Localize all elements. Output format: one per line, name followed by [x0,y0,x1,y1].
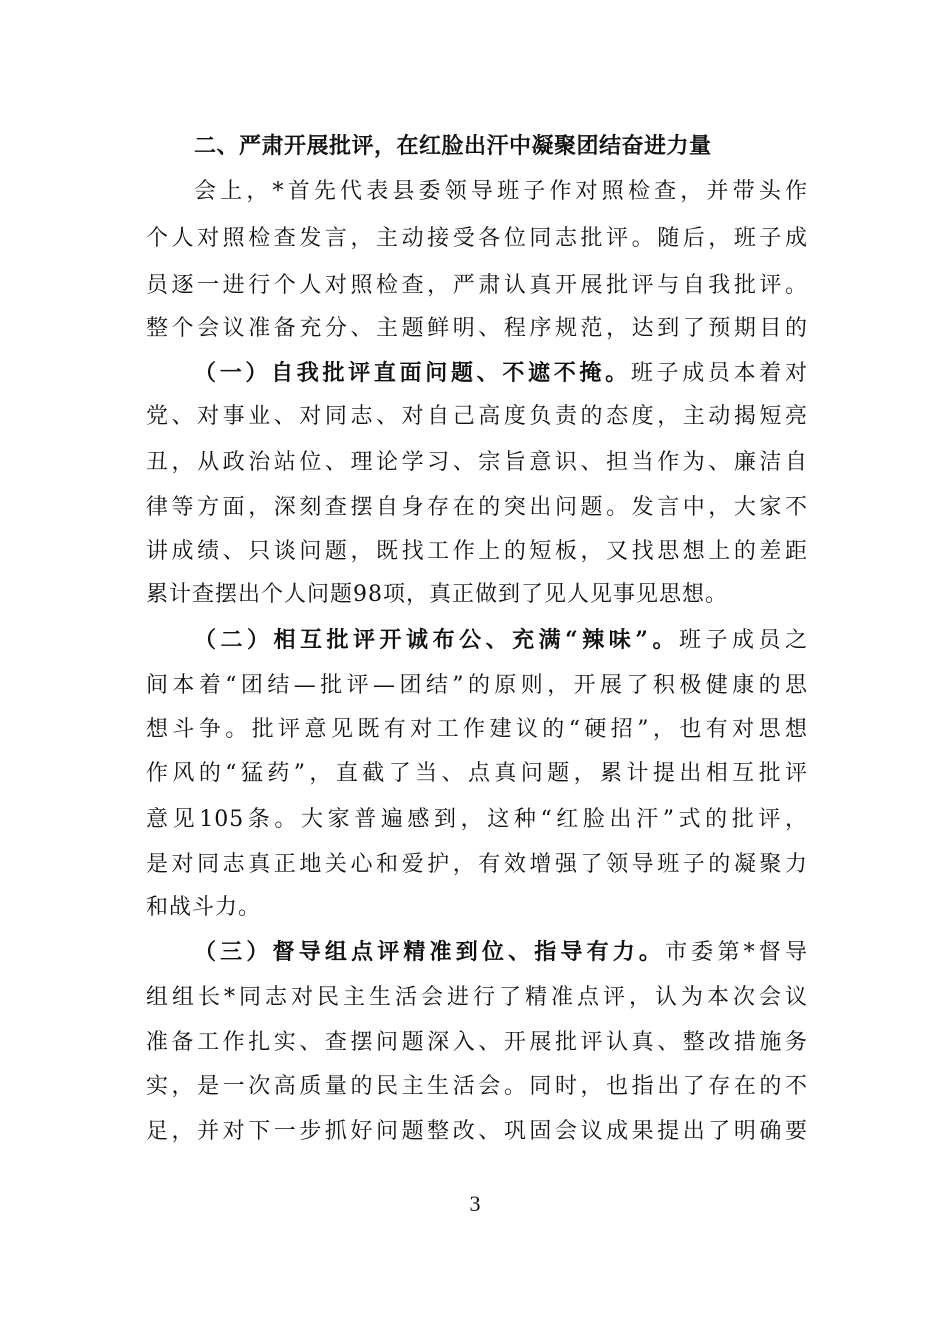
paragraph-3-line-1 [194,626,808,654]
paragraph-4-first-line-rest: 市委第*督导 [665,940,808,965]
paragraph-4-line-3: 准备工作扎实、查摆问题深入、开展批评认真、整改措施务 [146,1030,808,1055]
paragraph-2-line-3: 丑，从政治站位、理论学习、宗旨意识、担当作为、廉洁自 [146,450,808,475]
paragraph-3-line-7: 和战斗力。 [146,895,262,920]
paragraph-1-line-1: 会上，*首先代表县委领导班子作对照检查，并带头作 [194,179,808,204]
paragraph-2-line-5: 讲成绩、只谈问题，既找工作上的短板，又找思想上的差距 [146,539,808,564]
paragraph-3-line-5: 意见105条。大家普遍感到，这种“红脸出汗”式的批评， [146,807,808,832]
paragraph-1-line-3: 员逐一进行个人对照检查，严肃认真开展批评与自我批评。 [146,273,808,298]
paragraph-2-line-1 [194,359,808,387]
paragraph-4-line-1 [194,938,808,966]
paragraph-3-first-line-rest: 班子成员之 [678,628,808,653]
paragraph-1-line-4: 整个会议准备充分、主题鲜明、程序规范，达到了预期目的 [146,316,808,341]
paragraph-3-lead: （二）相互批评开诚布公、充满“辣味”。 [194,627,679,653]
page-number: 3 [469,1191,481,1216]
section-heading: 二、严肃开展批评，在红脸出汗中凝聚团结奋进力量 [194,134,712,159]
paragraph-3-line-3: 想斗争。批评意见既有对工作建议的“硬招”，也有对思想 [146,717,808,742]
paragraph-4-line-5: 足，并对下一步抓好问题整改、巩固会议成果提出了明确要 [146,1119,808,1144]
paragraph-3-line-4: 作风的“猛药”，直截了当、点真问题，累计提出相互批评 [146,761,808,786]
paragraph-3-line-6: 是对同志真正地关心和爱护，有效增强了领导班子的凝聚力 [146,852,808,877]
paragraph-2-line-6: 累计查摆出个人问题98项，真正做到了见人见事见思想。 [146,582,728,607]
paragraph-4-line-2: 组组长*同志对民主生活会进行了精准点评，认为本次会议 [146,985,808,1010]
paragraph-2-line-4: 律等方面，深刻查摆自身存在的突出问题。发言中，大家不 [146,495,808,520]
paragraph-3-line-2: 间本着“团结—批评—团结”的原则，开展了积极健康的思 [146,673,808,698]
paragraph-2-first-line-rest: 班子成员本着对 [630,361,808,386]
paragraph-4-line-4: 实，是一次高质量的民主生活会。同时，也指出了存在的不 [146,1074,808,1099]
paragraph-1-line-2: 个人对照检查发言，主动接受各位同志批评。随后，班子成 [146,226,808,251]
paragraph-2-lead: （一）自我批评直面问题、不遮不掩。 [194,360,631,386]
paragraph-4-lead: （三）督导组点评精准到位、指导有力。 [194,939,666,965]
paragraph-2-line-2: 党、对事业、对同志、对自己高度负责的态度，主动揭短亮 [146,404,808,429]
